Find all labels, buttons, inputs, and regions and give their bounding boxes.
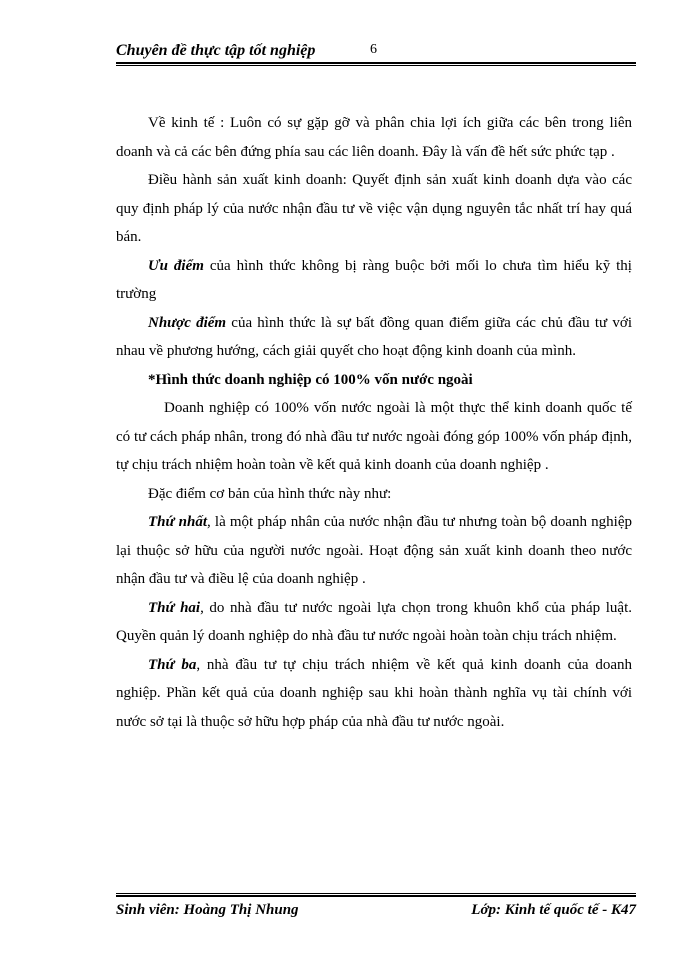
disadvantages-label: Nhược điểm (148, 314, 227, 331)
footer-divider (116, 893, 636, 897)
advantages-label: Ưu điểm (148, 257, 204, 274)
paragraph-definition: Doanh nghiệp có 100% vốn nước ngoài là một thực thể kinh doanh quốc tế có tư cách pháp nhân, trong đó nhà đầu tư nước ngoài đóng góp 100% vốn pháp định, tự chịu trách nhiệm hoàn toàn về kết quả kinh doanh của doanh nghiệp . (116, 400, 632, 473)
section-heading-foreign-owned (116, 366, 632, 395)
disadvantages-text: của hình thức là sự bất đồng quan điểm giữa các chủ đầu tư với nhau về phương hướng, cách giải quyết cho hoạt động kinh doanh của mình. (116, 314, 632, 359)
page-header (116, 40, 636, 64)
first-label: Thứ nhất (148, 514, 207, 530)
paragraph-management: Điều hành sản xuất kinh doanh: Quyết định sản xuất kinh doanh dựa vào các quy định pháp lý của nước nhận đầu tư về việc vận dụng nguyên tắc nhất trí hay quá bán. (116, 172, 632, 245)
footer-student: Sinh viên: Hoàng Thị Nhung (116, 902, 299, 918)
page-number: 6 (370, 42, 377, 57)
first-text: , là một pháp nhân của nước nhận đầu tư nhưng toàn bộ doanh nghiệp lại thuộc sở hữu của người nước ngoài. Hoạt động sản xuất kinh doanh theo nước nhận đầu tư và điều lệ của doanh nghiệp . (116, 514, 632, 587)
header-divider (116, 62, 636, 66)
third-text: , nhà đầu tư tự chịu trách nhiệm về kết quả kinh doanh của doanh nghiệp. Phần kết quả của doanh nghiệp sau khi hoàn thành nghĩa vụ tài chính với nước sở tại là thuộc sở hữu hợp pháp của nhà đầu tư nước ngoài. (116, 656, 632, 730)
third-label: Thứ ba (148, 656, 197, 673)
paragraph-first (116, 508, 632, 594)
paragraph-disadvantages (116, 309, 632, 366)
paragraph-advantages (116, 252, 632, 309)
second-label: Thứ hai (148, 599, 201, 616)
document-body (116, 109, 632, 736)
section-heading-text: *Hình thức doanh nghiệp có 100% vốn nước ngoài (148, 371, 473, 388)
page-footer (116, 900, 636, 922)
paragraph-characteristics-intro: Đặc điểm cơ bản của hình thức này như: (148, 485, 392, 502)
footer-class: Lớp: Kinh tế quốc tế - K47 (471, 902, 636, 918)
advantages-text: của hình thức không bị ràng buộc bởi mối lo chưa tìm hiểu kỹ thị trường (116, 257, 632, 302)
second-text: , do nhà đầu tư nước ngoài lựa chọn trong khuôn khổ của pháp luật. Quyền quản lý doanh nghiệp do nhà đầu tư nước ngoài hoàn toàn chịu trách nhiệm. (116, 599, 632, 644)
paragraph-second (116, 594, 632, 651)
paragraph-third (116, 651, 632, 737)
paragraph-economics: Về kinh tế : Luôn có sự gặp gỡ và phân chia lợi ích giữa các bên trong liên doanh và cả các bên đứng phía sau các liên doanh. Đây là vấn đề hết sức phức tạp . (116, 115, 632, 160)
header-title: Chuyên đề thực tập tốt nghiệp (116, 42, 316, 59)
